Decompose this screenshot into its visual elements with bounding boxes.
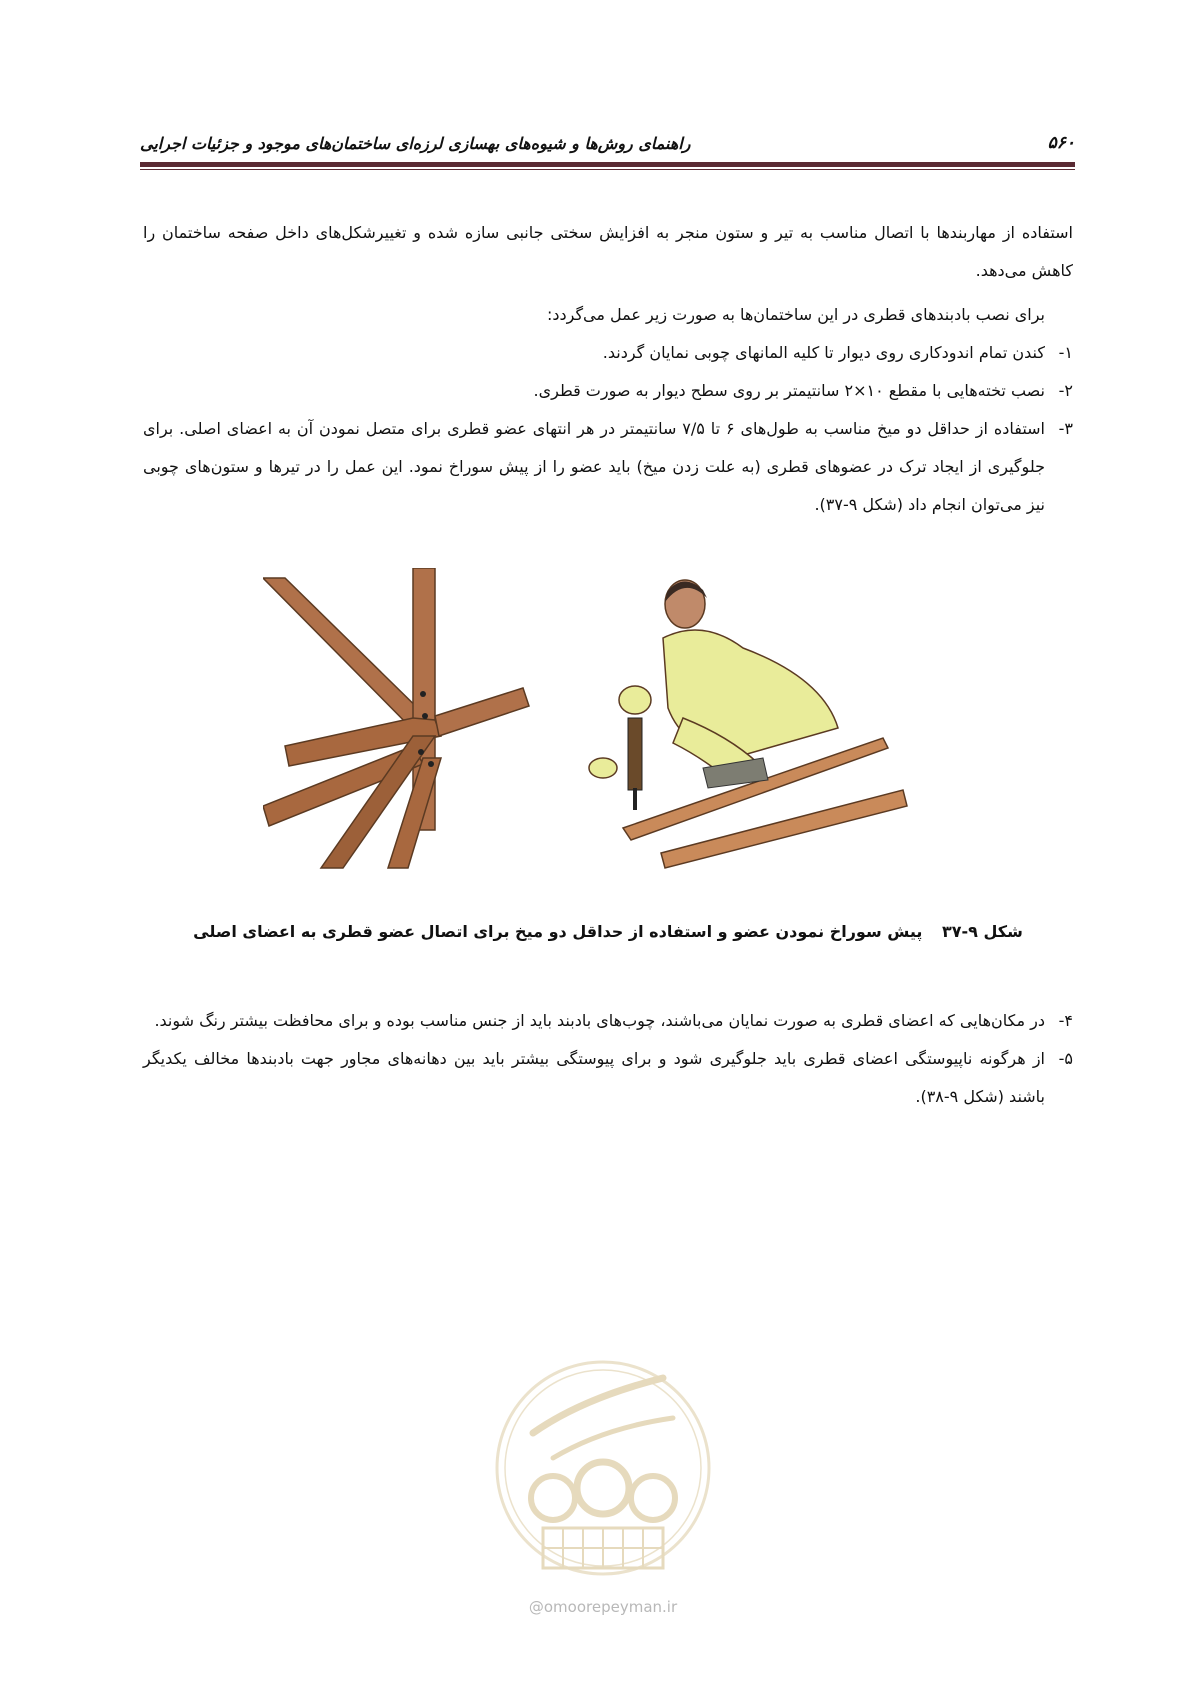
page-header [140, 126, 1075, 160]
list-item [143, 372, 1073, 410]
list-item [143, 1002, 1073, 1040]
watermark-url: @omoorepeyman.ir [528, 1598, 678, 1616]
steps-list-1 [143, 334, 1073, 524]
header-rule-thin [140, 169, 1075, 170]
timber-frame-drawing [263, 568, 529, 868]
list-item [143, 1040, 1073, 1116]
header-rule-thick [140, 162, 1075, 167]
list-item [143, 410, 1073, 524]
figure-caption-number: شکل ۹-۳۷ [941, 922, 1023, 941]
page-number: ۵۶۰ [1047, 133, 1075, 153]
paragraph-1: استفاده از مهاربندها با اتصال مناسب به تیر و ستون منجر به افزایش سختی جانبی سازه شده و تغییرشکل‌های داخل صفحه ساختمان را کاهش می‌دهد. [143, 223, 1073, 280]
list-item-number: ۲- [1058, 381, 1073, 400]
list-item-text: نصب تخته‌هایی با مقطع ۱۰×۲ سانتیمتر بر روی سطح دیوار به صورت قطری. [533, 381, 1045, 400]
running-title: راهنمای روش‌ها و شیوه‌های بهسازی لرزه‌ای ساختمان‌های موجود و جزئیات اجرایی [140, 133, 691, 153]
list-item-number: ۳- [1058, 419, 1073, 438]
paragraph-2: برای نصب بادبندهای قطری در این ساختمان‌ها به صورت زیر عمل می‌گردد: [546, 305, 1045, 324]
list-item-text: کندن تمام اندودکاری روی دیوار تا کلیه المانهای چوبی نمایان گردند. [602, 343, 1045, 362]
watermark-logo [493, 1338, 713, 1628]
list-item-text: استفاده از حداقل دو میخ مناسب به طول‌های ۶ تا ۷/۵ سانتیمتر در هر انتهای عضو قطری برای متصل نمودن آن به اعضای اصلی. برای جلوگیری از ایجاد ترک در عضوهای قطری (به علت زدن میخ) باید عضو را از پیش سوراخ نمود. این عمل را در تیرها و ستون‌های چوبی نیز می‌توان انجام داد (شکل ۹-۳۷). [143, 419, 1046, 514]
list-item-text: از هرگونه ناپیوستگی اعضای قطری باید جلوگیری شود و برای پیوستگی بیشتر باید بین دهانه‌های مجاور جهت بادبندها مخالف یکدیگر باشند (شکل ۹-۳۸). [143, 1049, 1045, 1106]
figure-caption-text: پیش سوراخ نمودن عضو و استفاده از حداقل دو میخ برای اتصال عضو قطری به اعضای اصلی [193, 922, 923, 941]
list-item-number: ۵- [1058, 1049, 1073, 1068]
list-item-text: در مکان‌هایی که اعضای قطری به صورت نمایان می‌باشند، چوب‌های بادبند باید از جنس مناسب بوده و برای محافظت بیشتر رنگ شوند. [154, 1011, 1045, 1030]
figure-caption [143, 922, 1073, 941]
list-item-number: ۴- [1058, 1011, 1073, 1030]
steps-list-2 [143, 1002, 1073, 1116]
worker-drilling-drawing [589, 580, 907, 868]
list-item [143, 334, 1073, 372]
list-item-number: ۱- [1058, 343, 1073, 362]
figure-illustration [263, 568, 963, 898]
